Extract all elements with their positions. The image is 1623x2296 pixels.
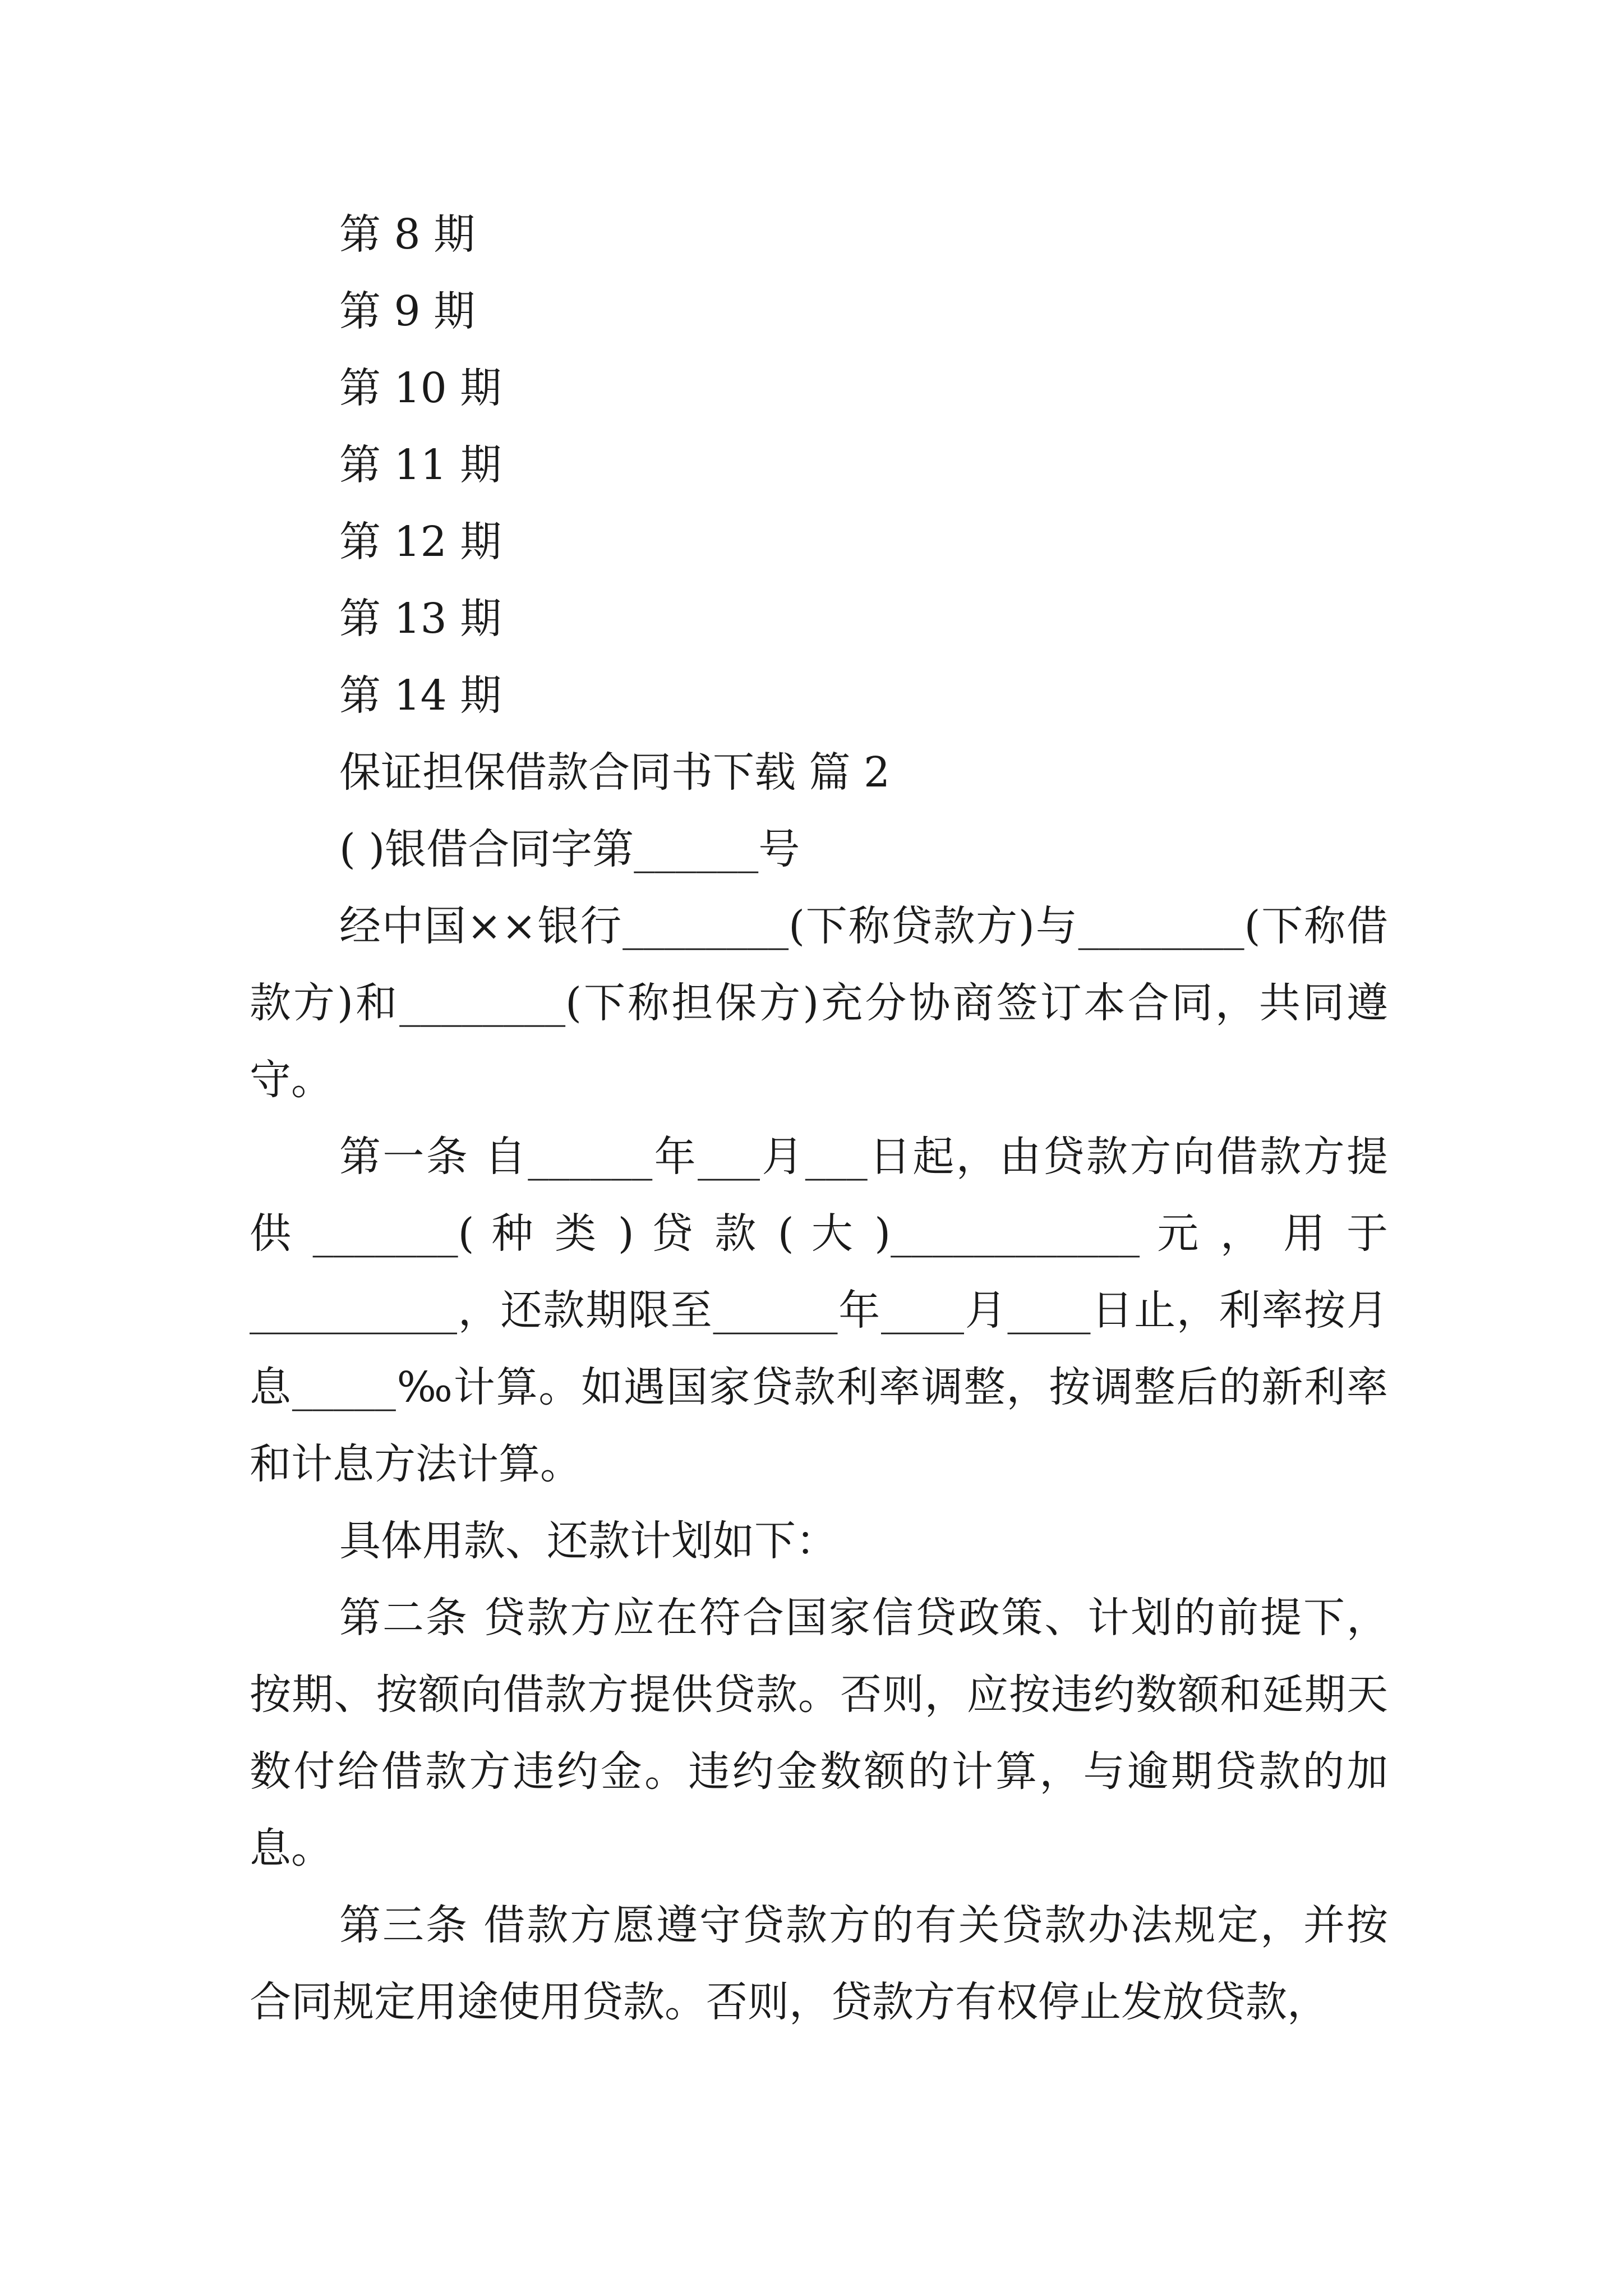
contract-number: ( )银借合同字第______号 <box>339 825 800 873</box>
paragraph-article-2: 第二条 贷款方应在符合国家信贷政策、计划的前提下，按期、按额向借款方提供贷款。否则，应按违约数额和延期天数付给借款方违约金。违约金数额的计算，与逾期贷款的加息。 <box>250 1594 1388 1872</box>
period-line: 第 12 期 <box>339 518 502 566</box>
period-line: 第 11 期 <box>339 441 502 489</box>
paragraph-plan: 具体用款、还款计划如下： <box>339 1517 837 1565</box>
period-line: 第 13 期 <box>339 595 502 643</box>
period-line: 第 14 期 <box>339 671 502 720</box>
section-heading: 保证担保借款合同书下载 篇 2 <box>339 748 891 797</box>
document-body <box>250 196 1388 2041</box>
period-line: 第 10 期 <box>339 364 502 412</box>
paragraph-parties: 经中国××银行________(下称贷款方)与________(下称借款方)和________(下称担保方)充分协商签订本合同，共同遵守。 <box>250 902 1388 1104</box>
paragraph-article-1: 第一条 自______年___月___日起，由贷款方向借款方提 供 _______( 种 类 ) 贷 款 ( 大 )____________ 元 ， 用 于__________，还款期限至______年____月____日止，利率按月息_____‰计算。如遇国家贷款利率调整，按调整后的新利率和计息方法计算。 <box>250 1133 1388 1488</box>
period-line: 第 8 期 <box>339 210 476 259</box>
paragraph-article-3: 第三条 借款方愿遵守贷款方的有关贷款办法规定，并按合同规定用途使用贷款。否则，贷款方有权停止发放贷款， <box>250 1901 1388 2026</box>
period-line: 第 9 期 <box>339 287 476 335</box>
